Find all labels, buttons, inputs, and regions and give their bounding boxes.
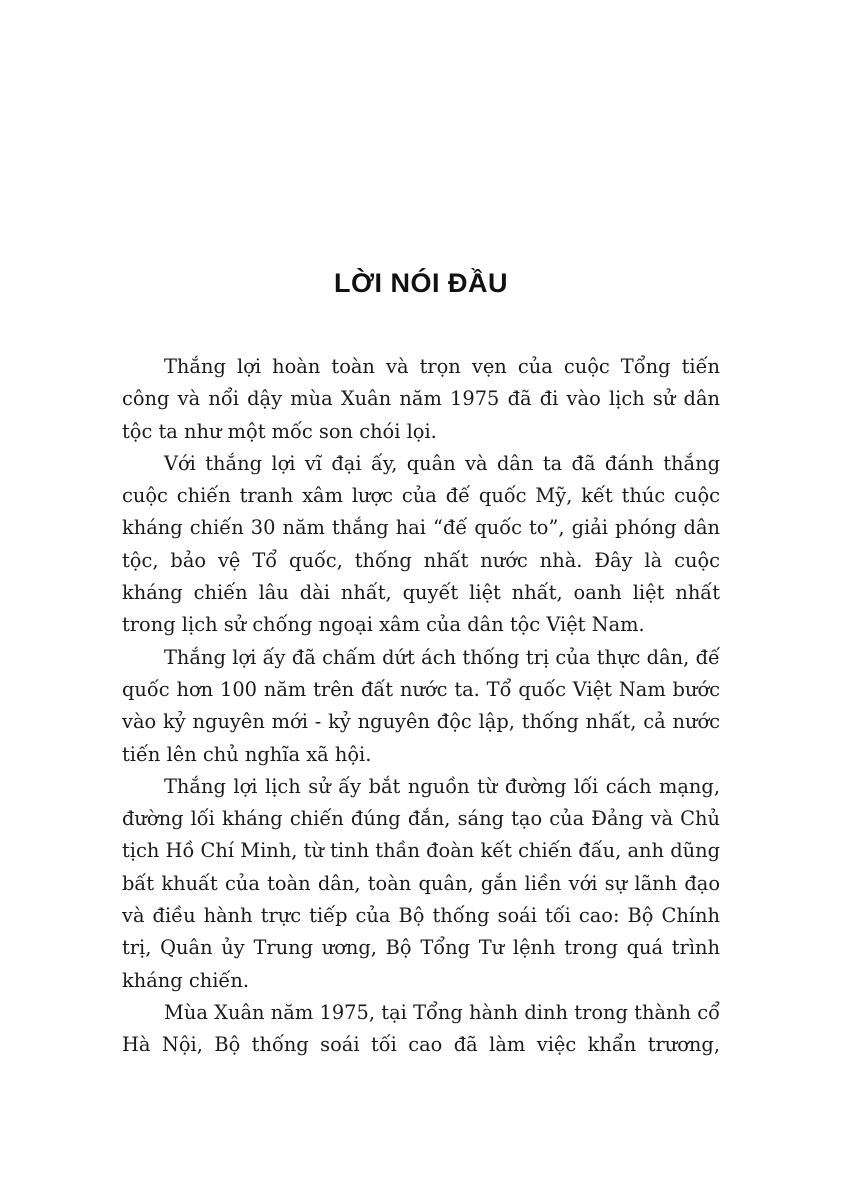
body-text — [122, 351, 720, 1062]
paragraph-3: Thắng lợi ấy đã chấm dứt ách thống trị của thực dân, đế quốc hơn 100 năm trên đất nước ta. Tổ quốc Việt Nam bước vào kỷ nguyên mới - kỷ nguyên độc lập, thống nhất, cả nước tiến lên chủ nghĩa xã hội. — [122, 645, 720, 766]
paragraph-5: Mùa Xuân năm 1975, tại Tổng hành dinh trong thành cổ Hà Nội, Bộ thống soái tối cao đã làm việc khẩn trương, — [122, 1000, 720, 1057]
page-title: LỜI NÓI ĐẦU — [333, 268, 509, 298]
paragraph-2: Với thắng lợi vĩ đại ấy, quân và dân ta đã đánh thắng cuộc chiến tranh xâm lược của đế quốc Mỹ, kết thúc cuộc kháng chiến 30 năm thắng hai “đế quốc to”, giải phóng dân tộc, bảo vệ Tổ quốc, thống nhất nước nhà. Đây là cuộc kháng chiến lâu dài nhất, quyết liệt nhất, oanh liệt nhất trong lịch sử chống ngoại xâm của dân tộc Việt Nam. — [122, 451, 720, 637]
paragraph-1: Thắng lợi hoàn toàn và trọn vẹn của cuộc Tổng tiến công và nổi dậy mùa Xuân năm 1975 đã đi vào lịch sử dân tộc ta như một mốc son chói lọi. — [122, 355, 720, 443]
paragraph-4: Thắng lợi lịch sử ấy bắt nguồn từ đường lối cách mạng, đường lối kháng chiến đúng đắn, sáng tạo của Đảng và Chủ tịch Hồ Chí Minh, từ tinh thần đoàn kết chiến đấu, anh dũng bất khuất của toàn dân, toàn quân, gắn liền với sự lãnh đạo và điều hành trực tiếp của Bộ thống soái tối cao: Bộ Chính trị, Quân ủy Trung ương, Bộ Tổng Tư lệnh trong quá trình kháng chiến. — [122, 774, 720, 992]
